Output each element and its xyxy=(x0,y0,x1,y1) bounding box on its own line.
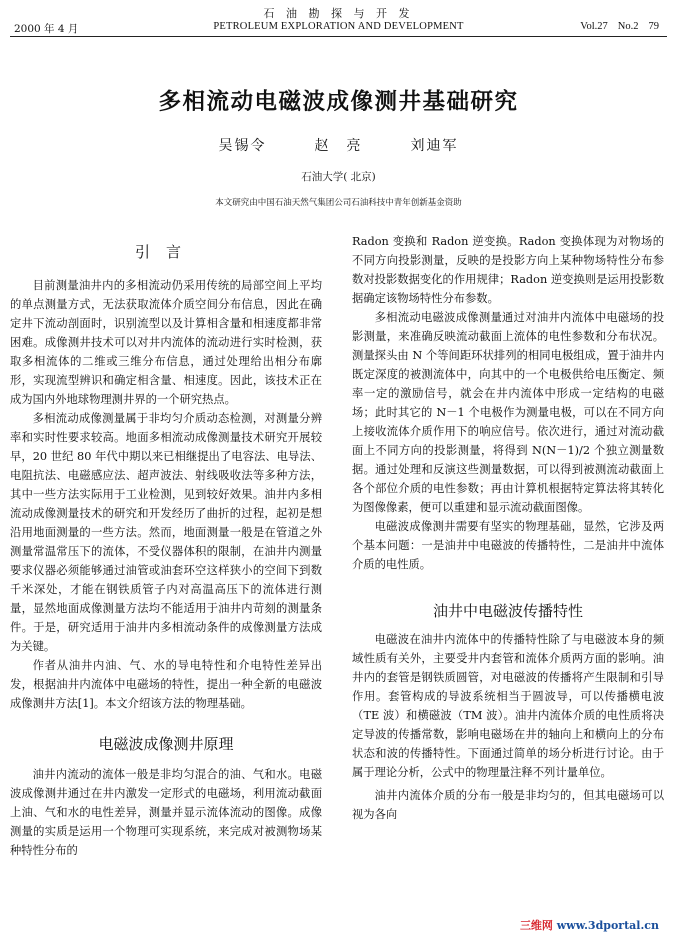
watermark-text-url: www.3dportal.cn xyxy=(556,919,659,932)
running-header xyxy=(0,0,677,40)
author-2: 赵 亮 xyxy=(314,138,363,154)
author-1: 吴锡令 xyxy=(218,138,267,154)
author-list xyxy=(0,135,677,155)
volume-info xyxy=(570,21,659,32)
issue-date: 2000 年 4 月 xyxy=(14,23,79,35)
intro-paragraph-3: 作者从油井内油、气、水的导电特性和介电特性差异出发，根据油井内流体中电磁场的特性，提出一种全新的电磁波成像测井方法[1]。本文介绍该方法的物理基础。 xyxy=(10,659,322,710)
volume: Vol.27 xyxy=(580,21,608,32)
section-heading-introduction: 引言 xyxy=(134,243,197,261)
intro-paragraph-1: 目前测量油井内的多相流动仍采用传统的局部空间上平均的单点测量方式，无法获取流体介质空间分布信息，因此在确定井下流动剖面时，识别流型以及计算相含量和相速度都非常困难。成像测井技术可以对井内流体的流动进行实时检测，获取多相流体的二维或三维分布信息，通过处理给出相分布廓形，实现流型辨识和确定相含量、相速度。因此，该技术正在成为国内外地球物理测井界的一个研究热点。 xyxy=(10,279,322,406)
journal-name-cn: 石 油 勘 探 与 开 发 xyxy=(263,7,414,20)
section-heading-principle: 电磁波成像测井原理 xyxy=(98,735,234,753)
propagation-paragraph-1: 电磁波在油井内流体中的传播特性除了与电磁波本身的频域性质有关外，主要受井内套管和流体介质两方面的影响。油井内的套管是钢铁质圆管，对电磁波的传播将产生限制和引导作用。套管构成的导波系统相当于圆波导，可以传播横电波（TE 波）和横磁波（TM 波）。油井内流体介质的电性质将决定导波的传播常数，影响电磁场在井的轴向上和横向上的分布状态和波的传播特性。下面通过简单的场分析进行讨论。由于属于理论分析，公式中的物理量注释不列计量单位。 xyxy=(352,633,664,779)
watermark-text-cn: 三维网 xyxy=(519,919,553,932)
principle-paragraph-2: 多相流动电磁波成像测量通过对油井内流体中电磁场的投影测量，来准确反映流动截面上流体的电性参数和分布状况。测量探头由 N 个等间距环状排列的相同电极组成，置于油井内既定深度的被测流体中，向其中的一个电极供给电压衡定、频率一定的激励信号，就会在井内流体中形成一定结构的电磁场；此时其它的 N－1 个电极作为测量电极，可以在不同方向上接收流体介质作用下的响应信号。依次进行，通过对流动截面上不同方向的投影测量，将得到 N(N－1)/2 个独立测量数据。通过处理和反演这些测量数据，可以得到被测流动截面上各个部位介质的电性参数；再由计算机根据特定算法将其转化为图像像素，便可以重建和显示流动截面图像。 xyxy=(352,311,664,514)
section-heading-propagation: 油井中电磁波传播特性 xyxy=(432,602,583,620)
affiliation: 石油大学( 北京) xyxy=(301,171,376,183)
watermark xyxy=(514,918,665,934)
propagation-paragraph-2: 油井内流体介质的分布一般是非均匀的，但其电磁场可以视为各向 xyxy=(352,789,664,821)
paper-title: 多相流动电磁波成像测井基础研究 xyxy=(158,89,519,115)
page-number: 79 xyxy=(648,21,659,32)
author-3: 刘迪军 xyxy=(410,138,459,154)
header-rule xyxy=(10,36,667,37)
principle-paragraph-1: 油井内流动的流体一般是非均匀混合的油、气和水。电磁波成像测井通过在井内激发一定形式的电磁场，利用流动截面上油、气和水的电性差异，测量并显示流体流动的图像。成像测量的实质是运用一个物理可实现系统，来完成对被测物场某种特性分布的 xyxy=(10,768,322,857)
funding-note: 本文研究由中国石油天然气集团公司石油科技中青年创新基金资助 xyxy=(215,198,462,208)
left-column xyxy=(10,232,322,860)
issue-number: No.2 xyxy=(617,21,639,32)
principle-paragraph-1-continued: Radon 变换和 Radon 逆变换。Radon 变换体现为对物场的不同方向投影测量，反映的是投影方向上某种物场特性分布参数对投影数据变化的作用规律；Radon 逆变换则是运用投影数据确定该物场特性分布参数。 xyxy=(352,235,664,305)
journal-name-en: PETROLEUM EXPLORATION AND DEVELOPMENT xyxy=(213,21,464,32)
principle-paragraph-3: 电磁波成像测井需要有坚实的物理基础，显然，它涉及两个基本问题：一是油井中电磁波的传播特性，二是油井中流体介质的电性质。 xyxy=(352,520,664,571)
right-column xyxy=(352,232,664,824)
intro-paragraph-2: 多相流动成像测量属于非均匀介质动态检测，对测量分辨率和实时性要求较高。地面多相流动成像测量技术研究开展较早，20 世纪 80 年代中期以来已相继提出了电容法、电导法、电阻抗法、电磁感应法、超声波法、射线吸收法等多种方法，其中一些方法实际用于工业检测，见到较好效果。油井内多相流动成像测量技术的研究和开发经历了曲折的过程，起初是想沿用地面测量的一些方法。然而，地面测量一般是在管道之外测量常温常压下的流体，不受仪器体积的限制，在油井内测量要求仪器必须能够通过油管或油套环空这样狭小的空间下到数千米深处，才能在钢铁质管子内对高温高压下的流体进行测量，显然地面成像测量方法均不能适用于油井内苛刻的测量条件。于是，研究适用于油井内多相流动条件的成像测量方法成为关键。 xyxy=(10,412,322,653)
